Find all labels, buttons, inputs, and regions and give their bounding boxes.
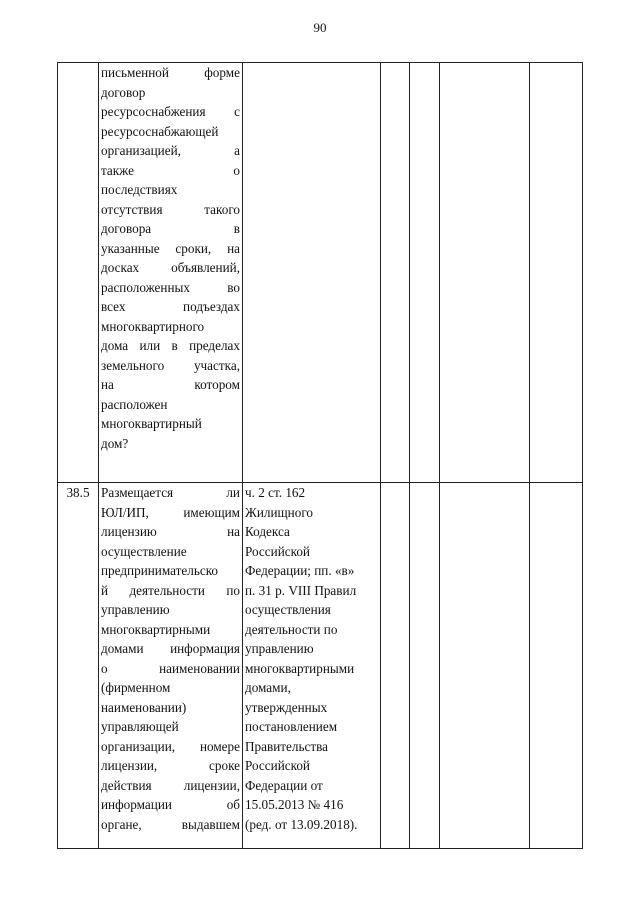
question-text-line: й деятельности по <box>101 582 240 598</box>
answer-yes-cell <box>381 483 410 849</box>
reference-text-line: Правительства <box>245 738 328 754</box>
reference-cell <box>243 483 381 849</box>
question-text-line: ресурсоснабжения с <box>101 104 240 119</box>
answer-no-cell <box>410 63 440 483</box>
reference-text-line: п. 31 р. VIII Правил <box>245 582 357 598</box>
reference-cell <box>243 63 381 483</box>
question-text-line: договор <box>101 84 146 100</box>
question-text-line: многоквартирного <box>101 318 205 334</box>
not-applicable-cell <box>440 483 530 849</box>
question-text-line: лицензии, сроке <box>101 758 240 773</box>
question-text-line: письменной форме <box>101 65 240 80</box>
question-text-line: действия лицензии, <box>101 777 240 793</box>
answer-no-cell <box>410 483 440 849</box>
question-text-line: органе, выдавшем <box>101 816 240 832</box>
question-text-line: о наименовании <box>101 660 240 676</box>
question-text-line: расположенных во <box>101 279 240 295</box>
reference-text-line: управлению <box>245 641 314 656</box>
note-cell <box>530 63 583 483</box>
question-text-line: наименовании) <box>101 699 187 715</box>
reference-text-line: Российской <box>245 543 310 559</box>
question-text-line: дом? <box>101 435 129 451</box>
page-number: 90 <box>313 20 327 35</box>
question-text-line: информации об <box>101 797 240 812</box>
reference-text-line: осуществления <box>245 602 331 617</box>
question-text-line: многоквартирными <box>101 621 211 637</box>
reference-text-line: деятельности по <box>245 621 338 637</box>
question-cell <box>99 483 243 849</box>
checklist-table <box>57 62 583 849</box>
reference-text-line: Федерации; пп. «в» <box>245 563 355 578</box>
question-text-line: (фирменном <box>101 680 171 695</box>
reference-text-line: Жилищного <box>245 504 313 520</box>
reference-text-line: Российской <box>245 758 310 773</box>
reference-text-line: утвержденных <box>245 699 328 715</box>
question-text-line: предпринимательско <box>101 563 219 578</box>
question-text-line: лицензию на <box>101 524 240 539</box>
table-row <box>58 483 583 849</box>
row-number-cell: 38.5 <box>58 483 99 849</box>
question-text-line: ЮЛ/ИП, имеющим <box>101 504 240 520</box>
reference-text-line: (ред. от 13.09.2018). <box>245 816 358 832</box>
question-text-line: дома или в пределах <box>101 338 240 353</box>
question-text-line: осуществление <box>101 543 187 559</box>
question-text-line: домами информация <box>101 641 240 656</box>
answer-yes-cell <box>381 63 410 483</box>
question-text-line: Размещается ли <box>101 485 240 500</box>
not-applicable-cell <box>440 63 530 483</box>
reference-text-line: ч. 2 ст. 162 <box>245 485 306 500</box>
question-text-line: расположен <box>101 396 168 412</box>
question-text-line: земельного участка, <box>101 357 240 373</box>
question-text-line: на котором <box>101 377 240 392</box>
note-cell <box>530 483 583 849</box>
reference-text-line: постановлением <box>245 719 338 734</box>
question-text-line: также о <box>101 162 240 178</box>
question-text-line: последствиях <box>101 182 178 197</box>
question-text-line: организации, номере <box>101 738 240 754</box>
question-text-line: договора в <box>101 221 240 236</box>
question-text-line: досках объявлений, <box>101 260 240 275</box>
question-text-line: многоквартирный <box>101 416 202 431</box>
question-text-line: отсутствия такого <box>101 201 240 217</box>
question-cell <box>99 63 243 483</box>
reference-text-line: 15.05.2013 № 416 <box>245 797 344 812</box>
question-text-line: указанные сроки, на <box>101 240 240 256</box>
question-text-line: управляющей <box>101 719 179 734</box>
question-text-line: всех подъездах <box>101 299 240 314</box>
reference-text-line: Кодекса <box>245 524 290 539</box>
question-text-line: управлению <box>101 602 170 617</box>
reference-text-line: многоквартирными <box>245 660 355 676</box>
row-number-cell <box>58 63 99 483</box>
reference-text-line: домами, <box>245 680 291 695</box>
table-row <box>58 63 583 483</box>
reference-text-line: Федерации от <box>245 777 323 793</box>
question-text-line: ресурсоснабжающей <box>101 123 219 139</box>
question-text-line: организацией, а <box>101 143 240 158</box>
